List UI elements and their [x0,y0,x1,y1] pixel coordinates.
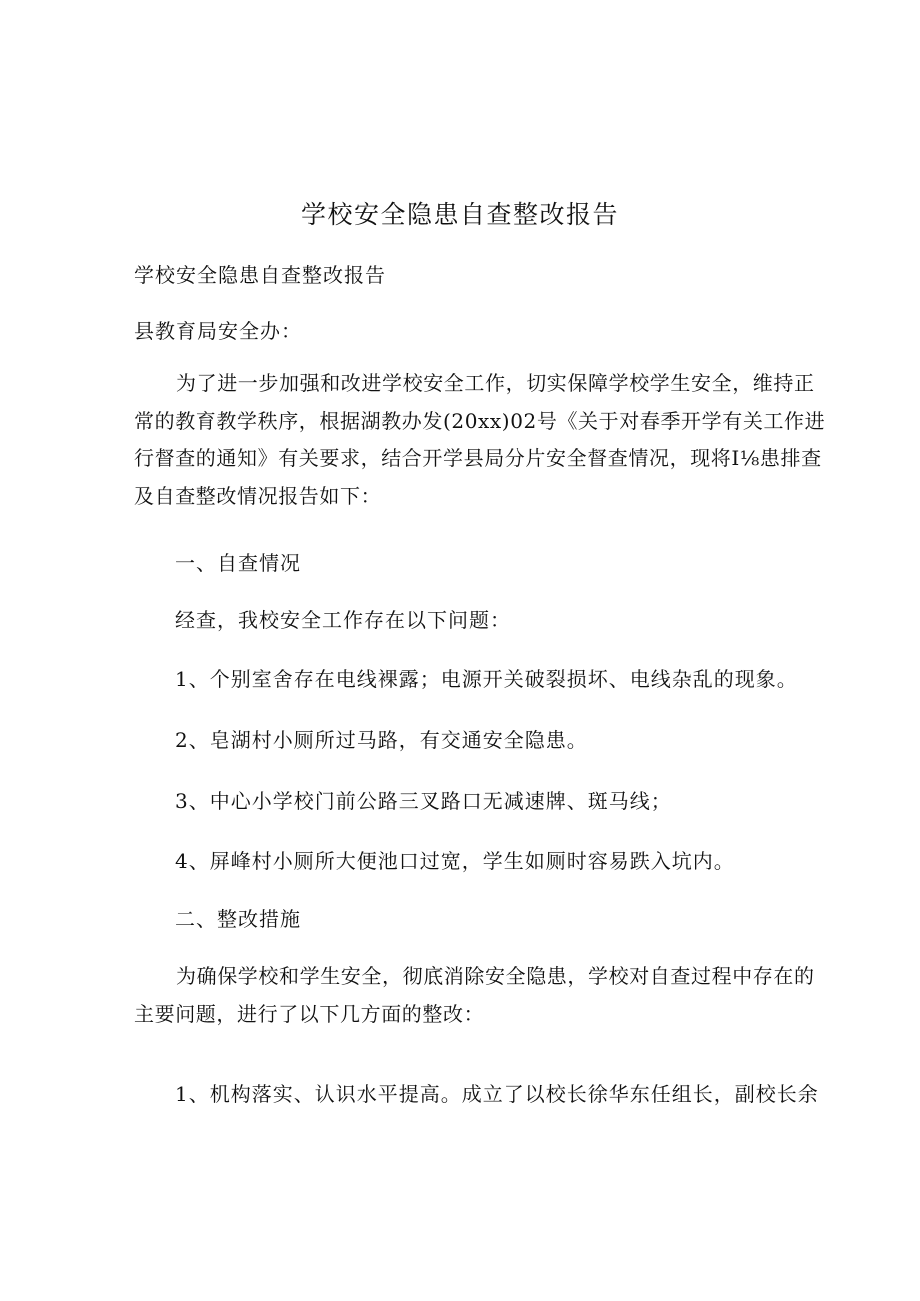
document-title: 学校安全隐患自查整改报告 [300,200,619,229]
section2-item: 1、机构落实、认识水平提高。成立了以校长徐华东任组长，副校长余 [175,1082,819,1106]
section2-lead-line: 为确保学校和学生安全，彻底消除安全隐患，学校对自查过程中存在的 [176,964,815,988]
intro-line: 常的教育教学秩序，根据湖教办发(20xx)02号《关于对春季开学有关工作进 [134,408,826,433]
section1-item: 3、中心小学校门前公路三叉路口无减速牌、斑马线； [175,789,672,813]
document-subtitle: 学校安全隐患自查整改报告 [134,263,386,287]
section2-heading: 二、整改措施 [175,907,301,931]
intro-paragraph [134,365,826,515]
section1-item: 1、个别室舍存在电线裸露；电源开关破裂损坏、电线杂乱的现象。 [175,667,798,691]
intro-line: 行督查的通知》有关要求，结合开学县局分片安全督查情况，现将I⅛患排查 [134,446,822,470]
section1-heading: 一、自查情况 [175,551,301,575]
section1-lead: 经查，我校安全工作存在以下问题： [175,608,511,632]
section2-lead-line: 主要问题，进行了以下几方面的整改： [134,1001,485,1026]
section2-lead [134,958,815,1033]
section1-item: 4、屏峰村小厕所大便池口过宽，学生如厕时容易跌入坑内。 [175,849,735,873]
intro-line: 及自查整改情况报告如下： [134,483,382,508]
recipient-line: 县教育局安全办： [134,319,302,343]
section1-item: 2、皂湖村小厕所过马路，有交通安全隐患。 [175,728,588,752]
intro-line: 为了进一步加强和改进学校安全工作，切实保障学校学生安全，维持正 [176,371,815,395]
